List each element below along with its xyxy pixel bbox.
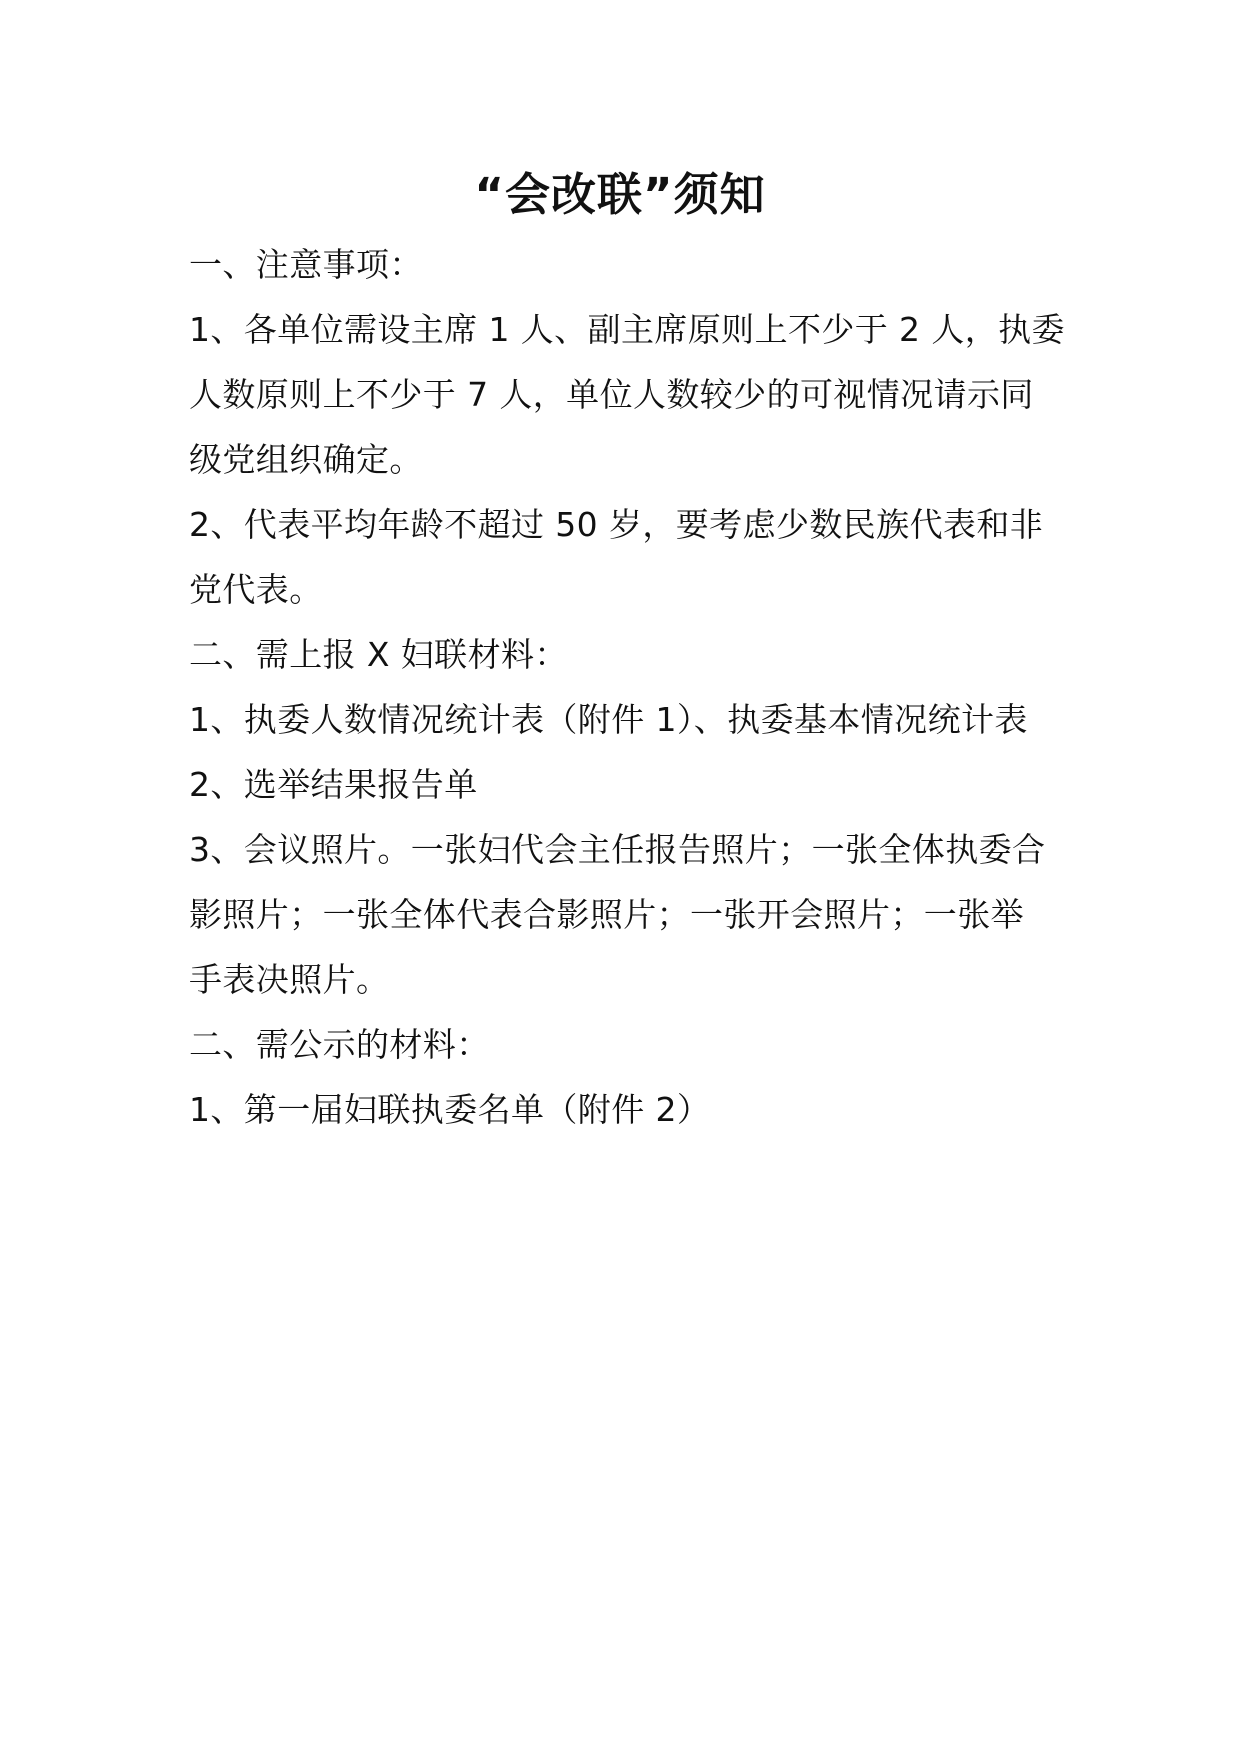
list-item: 1、第一届妇联执委名单（附件 2） (189, 1090, 711, 1129)
paragraph-line: 人数原则上不少于 7 人，单位人数较少的可视情况请示同 (189, 375, 1034, 414)
section-heading-public-materials: 二、需公示的材料： (189, 1025, 490, 1064)
list-item: 3、会议照片。一张妇代会主任报告照片；一张全体执委合 (189, 830, 1046, 869)
paragraph-line: 影照片；一张全体代表合影照片；一张开会照片；一张举 (189, 895, 1024, 934)
section-heading-report-materials: 二、需上报 X 妇联材料： (189, 635, 568, 674)
list-item: 1、执委人数情况统计表（附件 1）、执委基本情况统计表 (189, 700, 1028, 739)
paragraph-line: 级党组织确定。 (189, 440, 423, 479)
paragraph-line: 手表决照片。 (189, 960, 390, 999)
list-item: 2、选举结果报告单 (189, 765, 478, 804)
paragraph-line: 2、代表平均年龄不超过 50 岁，要考虑少数民族代表和非 (189, 505, 1044, 544)
section-heading-notes: 一、注意事项： (189, 245, 423, 284)
document-body (189, 232, 1069, 1142)
paragraph-line: 党代表。 (189, 570, 323, 609)
document-title: “会改联”须知 (474, 168, 766, 221)
paragraph-line: 1、各单位需设主席 1 人、副主席原则上不少于 2 人，执委 (189, 310, 1065, 349)
